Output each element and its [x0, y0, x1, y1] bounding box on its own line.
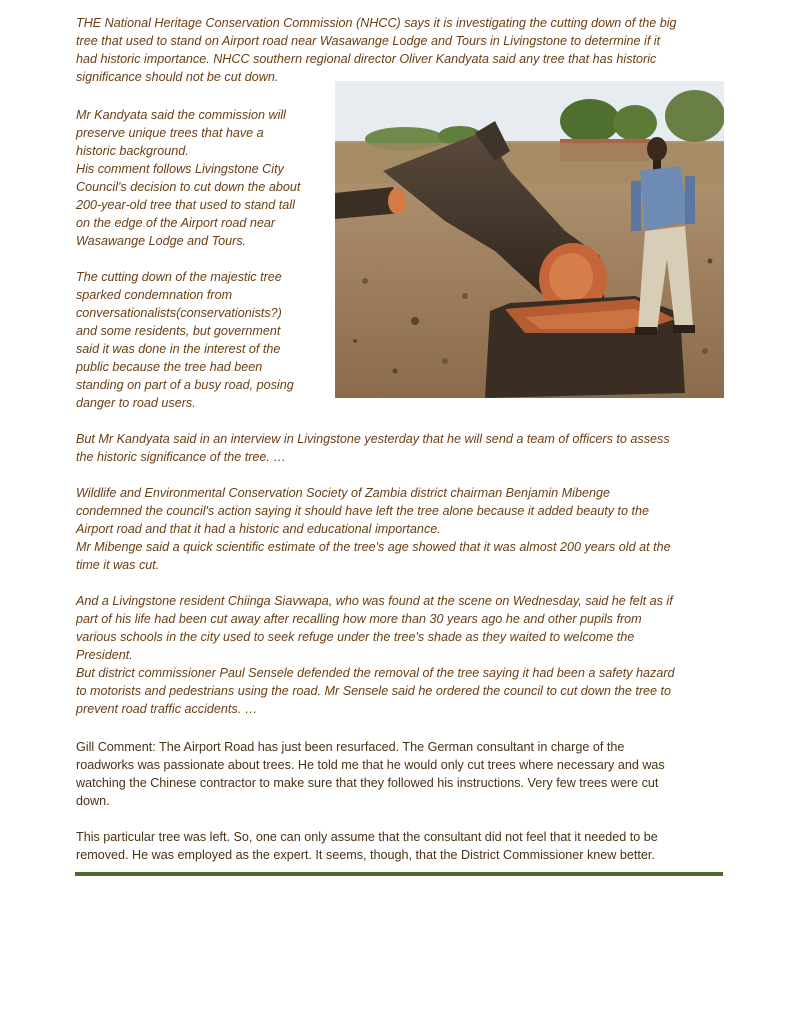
- text-line: to motorists and pedestrians using the road. Mr Sensele said he ordered the council to cut down the tree to: [76, 684, 672, 698]
- text-line: condemned the council's action saying it should have left the tree alone because it added beauty to the: [76, 504, 650, 518]
- text-line: down.: [76, 794, 110, 808]
- text-line: preserve unique trees that have a: [76, 126, 264, 140]
- text-line: THE National Heritage Conservation Commission (NHCC) says it is investigating the cutting down of the big: [76, 16, 677, 30]
- text-line: Mr Mibenge said a quick scientific estimate of the tree's age showed that it was almost 200 years old at the: [76, 540, 671, 554]
- text-line: His comment follows Livingstone City: [76, 162, 284, 176]
- text-line: President.: [76, 648, 133, 662]
- text-line: time it was cut.: [76, 558, 160, 572]
- article-paragraph-intro: [76, 14, 724, 86]
- text-line: significance should not be cut down.: [76, 70, 279, 84]
- text-line: The cutting down of the majestic tree: [76, 270, 282, 284]
- felled-tree-illustration: [335, 81, 724, 398]
- text-line: and some residents, but government: [76, 324, 281, 338]
- text-line: Gill Comment: The Airport Road has just been resurfaced. The German consultant in charge of the: [76, 740, 625, 754]
- text-line: watching the Chinese contractor to make sure that they followed his instructions. Very few trees were cut: [76, 776, 659, 790]
- text-line: danger to road users.: [76, 396, 196, 410]
- text-line: But district commissioner Paul Sensele defended the removal of the tree saying it had been a safety hazard: [76, 666, 675, 680]
- text-line: tree that used to stand on Airport road near Wasawange Lodge and Tours in Livingstone to determine if it: [76, 34, 661, 48]
- text-line: Airport road and that it had a historic and educational importance.: [76, 522, 441, 536]
- felled-tree-photo: [335, 81, 724, 398]
- text-line: various schools in the city used to seek refuge under the tree's shade as they waited to welcome the: [76, 630, 635, 644]
- article-paragraph-mibenge: [76, 484, 724, 574]
- article-paragraph-assessment: [76, 430, 724, 466]
- text-line: But Mr Kandyata said in an interview in Livingstone yesterday that he will send a team of officers to assess: [76, 432, 670, 446]
- text-line: prevent road traffic accidents. …: [76, 702, 258, 716]
- text-line: had historic importance. NHCC southern regional director Oliver Kandyata said any tree that has historic: [76, 52, 657, 66]
- text-line: This particular tree was left. So, one can only assume that the consultant did not feel that it needed to be: [76, 830, 658, 844]
- text-line: removed. He was employed as the expert. It seems, though, that the District Commissioner knew better.: [76, 848, 655, 862]
- text-line: public because the tree had been: [76, 360, 263, 374]
- article-paragraph-condemnation: [76, 268, 326, 412]
- text-line: historic background.: [76, 144, 189, 158]
- text-line: standing on part of a busy road, posing: [76, 378, 294, 392]
- article-paragraph-commission: [76, 106, 326, 250]
- text-line: Wildlife and Environmental Conservation Society of Zambia district chairman Benjamin Mibenge: [76, 486, 610, 500]
- text-line: Wasawange Lodge and Tours.: [76, 234, 247, 248]
- gill-comment-paragraph: [76, 738, 724, 810]
- text-line: the historic significance of the tree. …: [76, 450, 286, 464]
- text-line: on the edge of the Airport road near: [76, 216, 276, 230]
- text-line: Council's decision to cut down the about: [76, 180, 301, 194]
- text-line: said it was done in the interest of the: [76, 342, 281, 356]
- text-line: Mr Kandyata said the commission will: [76, 108, 286, 122]
- text-line: part of his life had been cut away after recalling how more than 30 years ago he and other pupils from: [76, 612, 642, 626]
- text-line: roadworks was passionate about trees. He told me that he would only cut trees where necessary and was: [76, 758, 665, 772]
- gill-comment-conclusion: [76, 828, 724, 864]
- section-divider: [75, 872, 723, 876]
- text-line: conversationalists(conservationists?): [76, 306, 282, 320]
- text-line: sparked condemnation from: [76, 288, 233, 302]
- text-line: And a Livingstone resident Chiinga Siavwapa, who was found at the scene on Wednesday, said he felt as if: [76, 594, 673, 608]
- article-paragraph-siavwapa: [76, 592, 724, 718]
- text-line: 200-year-old tree that used to stand tall: [76, 198, 295, 212]
